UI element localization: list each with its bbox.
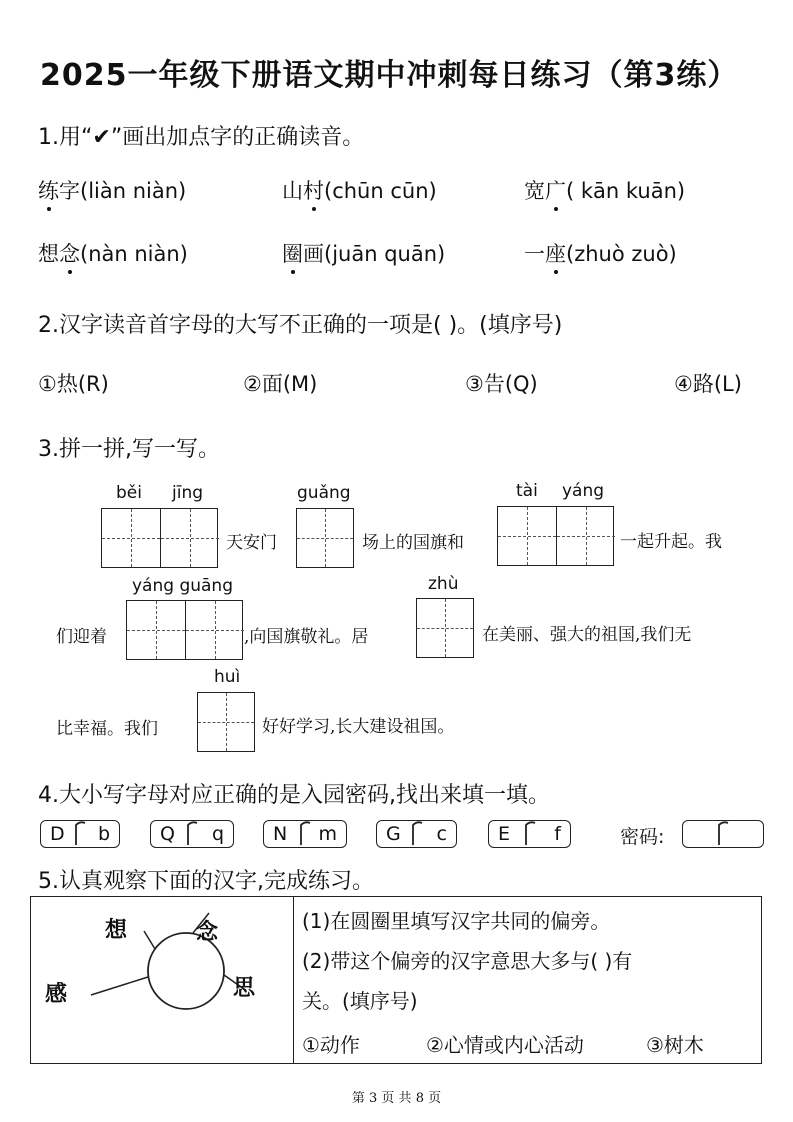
- flag-icon: [716, 819, 730, 845]
- letter-pair-5[interactable]: E f: [488, 820, 571, 848]
- q5-table: [30, 896, 762, 1064]
- password-answer-box[interactable]: [682, 820, 764, 848]
- char-xiang: 想: [105, 917, 128, 943]
- q3-text-3: 一起升起。我: [620, 532, 722, 552]
- writing-grid-guang[interactable]: [296, 508, 354, 568]
- q5-option-2: ②心情或内心活动: [426, 1033, 584, 1057]
- q3-text-7: 比幸福。我们: [56, 719, 158, 739]
- q3-text-1: 天安门: [226, 533, 277, 553]
- letter-pair-2[interactable]: Q q: [150, 820, 234, 848]
- char-nian: 念: [196, 919, 219, 945]
- q2-option-2: ②面(M): [243, 372, 318, 396]
- flag-icon: [523, 819, 537, 845]
- q3-text-2: 场上的国旗和: [362, 533, 464, 553]
- q3-text-6: 在美丽、强大的祖国,我们无: [482, 625, 692, 645]
- q3-prompt: 3.拼一拼,写一写。: [38, 437, 220, 462]
- q1-item-6: 一座(zhuò zuò): [524, 238, 677, 268]
- q5-option-1: ①动作: [302, 1033, 360, 1057]
- q2-option-3: ③告(Q): [465, 372, 538, 396]
- q2-option-1: ①热(R): [38, 372, 109, 396]
- password-label: 密码:: [620, 826, 665, 848]
- q2-option-4: ④路(L): [674, 372, 742, 396]
- pinyin-bei: běi: [116, 483, 142, 503]
- q5-sub1: (1)在圆圈里填写汉字共同的偏旁。: [302, 909, 611, 933]
- writing-grid-zhu[interactable]: [416, 598, 474, 658]
- q1-item-4: 想念(nàn niàn): [38, 238, 188, 268]
- q2-prompt: 2.汉字读音首字母的大写不正确的一项是( )。(填序号): [38, 313, 563, 338]
- char-si: 思: [233, 975, 256, 1001]
- page-title: 2025一年级下册语文期中冲刺每日练习（第3练）: [40, 58, 739, 93]
- letter-pair-3[interactable]: N m: [263, 820, 347, 848]
- flag-icon: [298, 819, 312, 845]
- flag-icon: [73, 819, 87, 845]
- writing-grid-yangguang[interactable]: [126, 600, 243, 660]
- q5-prompt: 5.认真观察下面的汉字,完成练习。: [38, 869, 374, 894]
- q5-radical-diagram: [31, 897, 294, 1064]
- q5-sub2-line1: (2)带这个偏旁的汉字意思大多与( )有: [302, 949, 633, 973]
- q1-item-1: 练字(liàn niàn): [38, 175, 186, 205]
- q1-item-3: 宽广( kān kuān): [524, 175, 685, 205]
- char-gan: 感: [45, 981, 68, 1007]
- writing-grid-beijing[interactable]: [101, 508, 218, 568]
- letter-pair-1[interactable]: D b: [40, 820, 120, 848]
- writing-grid-taiyang[interactable]: [497, 506, 614, 566]
- q3-text-4: 们迎着: [56, 627, 107, 647]
- flag-icon: [410, 819, 424, 845]
- q5-sub2-line2: 关。(填序号): [302, 989, 418, 1013]
- flag-icon: [185, 819, 199, 845]
- pinyin-yang: yáng: [562, 481, 605, 501]
- writing-grid-hui[interactable]: [197, 692, 255, 752]
- pinyin-jing: jīng: [172, 483, 204, 503]
- pinyin-yangguang: yáng guāng: [132, 576, 233, 596]
- pinyin-zhu: zhù: [428, 574, 459, 594]
- pinyin-guang: guǎng: [297, 483, 351, 503]
- letter-pair-4[interactable]: G c: [376, 820, 457, 848]
- pinyin-hui: huì: [214, 667, 241, 687]
- q1-item-2: 山村(chūn cūn): [282, 175, 437, 205]
- q5-option-3: ③树木: [646, 1033, 704, 1057]
- pinyin-tai: tài: [516, 481, 538, 501]
- q3-text-5: ,向国旗敬礼。居: [244, 627, 369, 647]
- q3-text-8: 好好学习,长大建设祖国。: [262, 717, 455, 737]
- page-footer: 第 3 页 共 8 页: [351, 1091, 442, 1106]
- q4-prompt: 4.大小写字母对应正确的是入园密码,找出来填一填。: [38, 783, 550, 808]
- q5-questions: [294, 897, 762, 1064]
- q1-item-5: 圈画(juān quān): [282, 238, 445, 268]
- q1-prompt: 1.用“✔”画出加点字的正确读音。: [38, 125, 365, 150]
